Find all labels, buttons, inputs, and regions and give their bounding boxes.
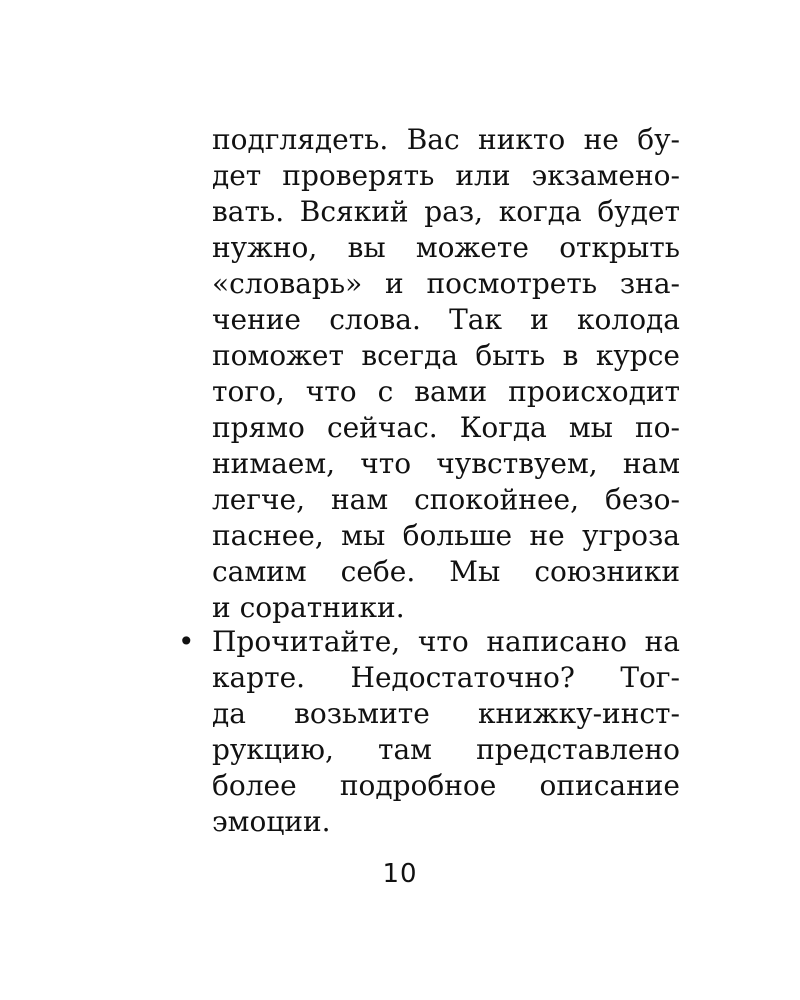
text-line: чение слова. Так и колода — [212, 303, 680, 336]
bullet-item — [212, 624, 680, 840]
text-line: поможет всегда быть в курсе — [212, 339, 680, 372]
text-line: паснее, мы больше не угроза — [212, 519, 680, 552]
text-line: самим себе. Мы союзники — [212, 555, 680, 588]
text-line: эмоции. — [212, 805, 331, 838]
text-line: Прочитайте, что написано на — [212, 625, 680, 658]
text-line: вать. Всякий раз, когда будет — [212, 195, 680, 228]
text-line: да возьмите книжку-инст- — [212, 697, 680, 730]
text-line: того, что с вами происходит — [212, 375, 680, 408]
text-line: «словарь» и посмотреть зна- — [212, 267, 680, 300]
paragraph-continuation — [212, 122, 680, 626]
bullet-marker: • — [178, 625, 195, 658]
text-line: более подробное описание — [212, 769, 680, 802]
text-line: нужно, вы можете открыть — [212, 231, 680, 264]
page-number: 10 — [382, 859, 418, 889]
text-line: прямо сейчас. Когда мы по- — [212, 411, 680, 444]
text-line: нимаем, что чувствуем, нам — [212, 447, 680, 480]
text-line: и соратники. — [212, 591, 405, 624]
text-line: подглядеть. Вас никто не бу- — [212, 123, 680, 156]
text-line: карте. Недостаточно? Тог- — [212, 661, 680, 694]
text-line: легче, нам спокойнее, безо- — [212, 483, 680, 516]
text-line: рукцию, там представлено — [212, 733, 680, 766]
text-line: дет проверять или экзамено- — [212, 159, 680, 192]
